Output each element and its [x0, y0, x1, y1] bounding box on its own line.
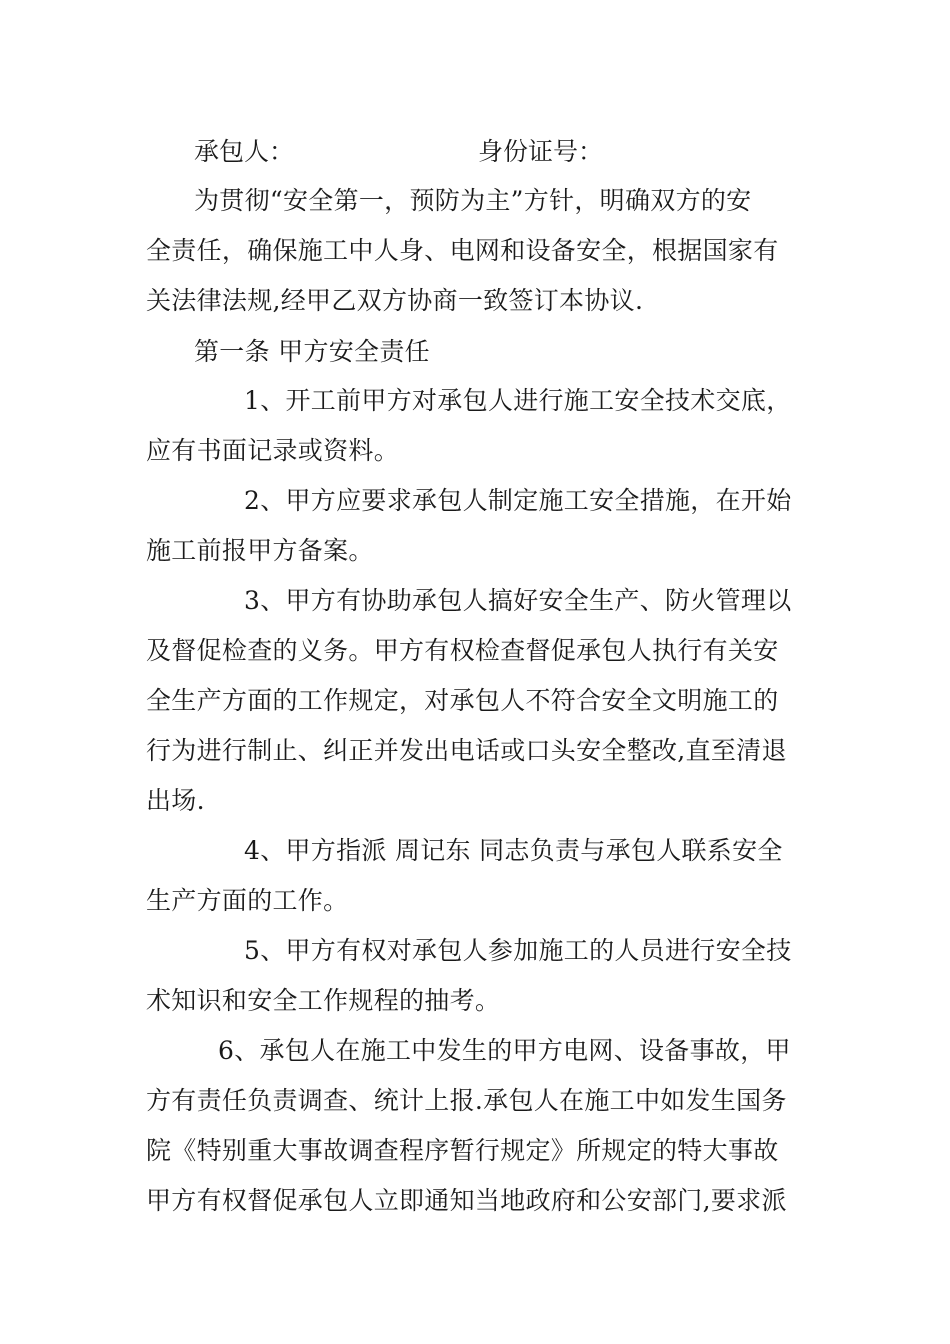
clause-line: 术知识和安全工作规程的抽考。 — [146, 986, 501, 1015]
clause-line: 院《特别重大事故调查程序暂行规定》所规定的特大事故 — [146, 1136, 779, 1165]
clause-line: 方有责任负责调查、统计上报.承包人在施工中如发生国务 — [146, 1086, 787, 1115]
clause-line: 施工前报甲方备案。 — [146, 536, 374, 565]
clause-line: 出场. — [146, 786, 205, 815]
clause-line: 3、甲方有协助承包人搞好安全生产、防火管理以 — [244, 586, 792, 615]
section-heading: 第一条 甲方安全责任 — [194, 337, 430, 366]
clause-line: 1、开工前甲方对承包人进行施工安全技术交底， — [244, 386, 792, 415]
clause-line: 5、甲方有权对承包人参加施工的人员进行安全技 — [244, 936, 792, 965]
clause-line: 2、甲方应要求承包人制定施工安全措施，在开始 — [244, 486, 792, 515]
paragraph-line: 为贯彻“安全第一，预防为主”方针，明确双方的安 — [194, 186, 752, 215]
contractor-label: 承包人： — [194, 137, 295, 166]
clause-line: 甲方有权督促承包人立即通知当地政府和公安部门,要求派 — [146, 1186, 787, 1215]
id-number-label: 身份证号： — [478, 137, 604, 166]
clause-line: 全生产方面的工作规定，对承包人不符合安全文明施工的 — [146, 686, 779, 715]
clause-line: 生产方面的工作。 — [146, 886, 349, 915]
clause-line: 6、承包人在施工中发生的甲方电网、设备事故，甲 — [218, 1036, 791, 1065]
clause-line: 行为进行制止、纠正并发出电话或口头安全整改,直至清退 — [146, 736, 787, 765]
party-info-row — [194, 137, 814, 169]
clause-line: 及督促检查的义务。甲方有权检查督促承包人执行有关安 — [146, 636, 779, 665]
clause-line: 应有书面记录或资料。 — [146, 436, 400, 465]
clause-line: 4、甲方指派 周记东 同志负责与承包人联系安全 — [244, 836, 783, 865]
paragraph-line: 全责任，确保施工中人身、电网和设备安全，根据国家有 — [146, 236, 779, 265]
paragraph-line: 关法律法规,经甲乙双方协商一致签订本协议. — [146, 286, 644, 315]
